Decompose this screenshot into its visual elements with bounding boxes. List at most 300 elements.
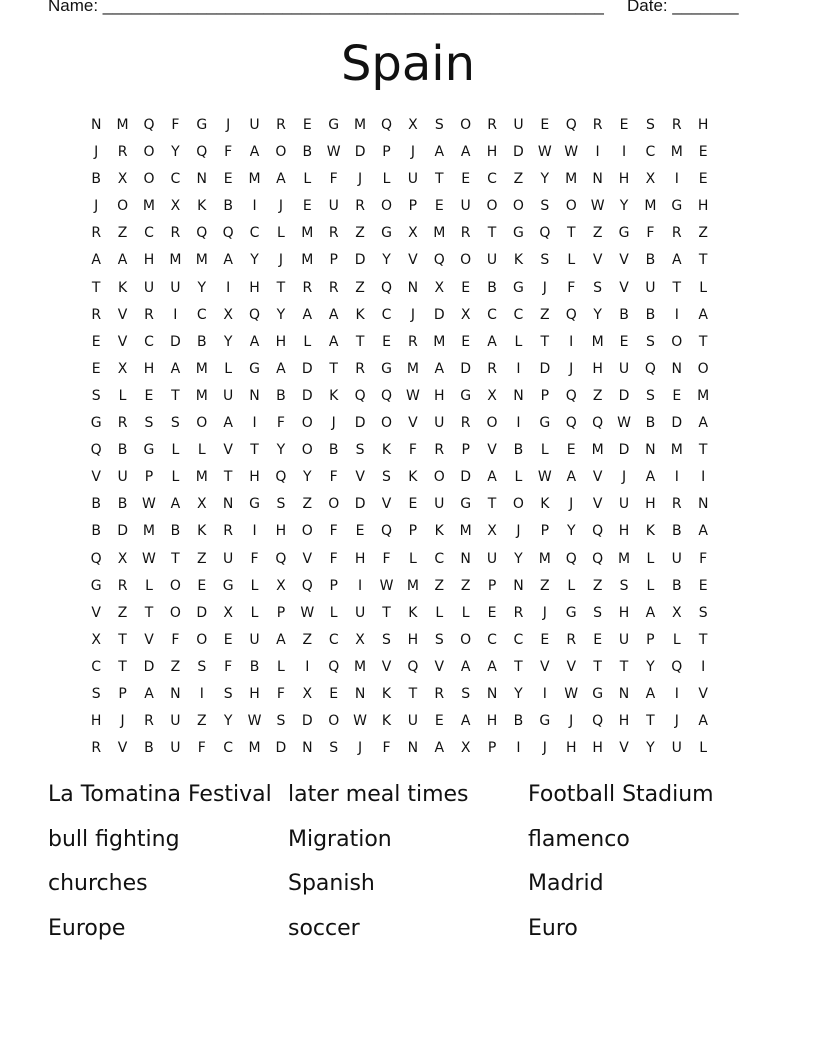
- grid-letter: U: [486, 550, 498, 567]
- grid-letter: V: [619, 740, 629, 757]
- grid-letter: T: [566, 225, 576, 242]
- grid-letter: Z: [592, 387, 603, 404]
- grid-letter: V: [355, 469, 365, 486]
- grid-letter: E: [566, 442, 576, 459]
- grid-letter: S: [461, 685, 471, 702]
- grid-letter: S: [619, 577, 629, 594]
- grid-letter: L: [567, 252, 576, 269]
- grid-letter: Q: [143, 117, 155, 133]
- grid-letter: J: [621, 469, 627, 486]
- grid-letter: F: [276, 685, 285, 702]
- grid-row: [83, 304, 743, 331]
- grid-letter: C: [434, 550, 445, 567]
- grid-letter: V: [592, 252, 603, 269]
- grid-letter: W: [142, 496, 156, 513]
- grid-letter: A: [460, 144, 471, 161]
- grid-letter: Z: [117, 604, 128, 621]
- word-bank-item: flamenco: [528, 826, 630, 852]
- grid-letter: U: [460, 198, 471, 215]
- grid-row: [83, 710, 743, 737]
- grid-letter: D: [301, 713, 313, 730]
- grid-letter: K: [355, 306, 365, 323]
- word-bank-item: Spanish: [288, 871, 375, 897]
- grid-letter: M: [617, 550, 631, 567]
- grid-letter: P: [408, 198, 418, 215]
- grid-letter: O: [301, 442, 313, 459]
- grid-letter: P: [540, 387, 550, 404]
- grid-letter: T: [698, 252, 708, 269]
- grid-letter: T: [434, 171, 444, 188]
- grid-letter: Y: [619, 198, 629, 215]
- grid-letter: Y: [223, 333, 233, 350]
- grid-letter: Z: [540, 577, 550, 594]
- grid-letter: T: [487, 225, 497, 242]
- grid-letter: F: [329, 469, 338, 486]
- grid-letter: S: [355, 442, 365, 459]
- grid-letter: E: [619, 333, 629, 350]
- grid-letter: A: [645, 604, 656, 621]
- grid-letter: K: [408, 469, 418, 486]
- grid-letter: Y: [303, 469, 312, 486]
- grid-letter: X: [645, 171, 656, 188]
- grid-letter: X: [117, 550, 128, 567]
- grid-letter: B: [328, 442, 339, 459]
- grid-letter: F: [699, 550, 708, 567]
- grid-letter: L: [250, 577, 259, 594]
- grid-letter: H: [645, 496, 656, 513]
- grid-letter: O: [328, 496, 340, 513]
- grid-letter: G: [618, 225, 630, 242]
- grid-letter: A: [223, 415, 233, 432]
- header: [48, 0, 748, 20]
- grid-letter: M: [354, 658, 367, 675]
- grid-letter: D: [354, 144, 366, 161]
- grid-letter: Q: [380, 523, 392, 540]
- grid-letter: Q: [354, 387, 366, 404]
- grid-letter: Y: [276, 442, 286, 459]
- grid-letter: R: [671, 117, 682, 133]
- grid-letter: U: [407, 171, 418, 188]
- grid-letter: G: [328, 117, 340, 133]
- grid-letter: T: [276, 279, 286, 296]
- grid-letter: U: [671, 740, 682, 757]
- grid-letter: F: [382, 550, 391, 567]
- grid-letter: P: [382, 144, 391, 161]
- grid-letter: D: [460, 469, 472, 486]
- grid-letter: A: [144, 685, 154, 702]
- grid-letter: C: [487, 306, 497, 323]
- grid-letter: H: [697, 198, 709, 215]
- grid-letter: T: [619, 658, 629, 675]
- grid-letter: G: [460, 387, 472, 404]
- grid-letter: H: [143, 252, 155, 269]
- grid-letter: Q: [196, 144, 208, 161]
- grid-letter: R: [434, 442, 445, 459]
- grid-letter: U: [618, 496, 630, 513]
- grid-letter: R: [671, 225, 682, 242]
- grid-letter: H: [249, 685, 260, 702]
- grid-letter: R: [276, 117, 286, 133]
- grid-letter: Z: [196, 550, 207, 567]
- grid-letter: Z: [170, 658, 181, 675]
- grid-letter: O: [565, 198, 577, 215]
- word-bank: [48, 778, 788, 957]
- grid-row: [83, 222, 743, 249]
- grid-letter: E: [461, 333, 471, 350]
- grid-letter: E: [461, 279, 471, 296]
- grid-letter: L: [646, 550, 655, 567]
- grid-letter: Q: [592, 523, 604, 540]
- grid-letter: X: [276, 577, 286, 594]
- grid-letter: K: [645, 523, 655, 540]
- grid-letter: Q: [380, 279, 392, 296]
- grid-letter: H: [592, 360, 603, 377]
- grid-letter: F: [382, 740, 391, 757]
- grid-letter: U: [249, 631, 260, 648]
- grid-letter: G: [90, 415, 102, 432]
- grid-letter: B: [645, 252, 656, 269]
- grid-letter: D: [301, 387, 313, 404]
- word-bank-row: [48, 778, 788, 823]
- grid-letter: L: [303, 171, 312, 188]
- grid-letter: R: [144, 713, 154, 730]
- grid-letter: A: [698, 713, 708, 730]
- grid-letter: V: [223, 442, 233, 459]
- grid-letter: R: [170, 225, 181, 242]
- grid-letter: A: [170, 496, 181, 513]
- grid-letter: V: [592, 496, 603, 513]
- grid-letter: Z: [302, 496, 313, 513]
- grid-letter: E: [91, 333, 101, 350]
- grid-letter: B: [91, 523, 101, 540]
- grid-letter: T: [646, 713, 655, 730]
- name-field-label: Name: _____________________________________________________: [48, 0, 604, 15]
- grid-letter: H: [407, 631, 419, 648]
- grid-letter: D: [513, 144, 524, 161]
- grid-letter: N: [671, 360, 683, 377]
- grid-letter: J: [410, 144, 415, 161]
- grid-letter: A: [487, 333, 497, 350]
- grid-letter: C: [487, 631, 497, 648]
- grid-letter: E: [461, 171, 471, 188]
- grid-letter: F: [567, 279, 576, 296]
- grid-letter: M: [670, 144, 683, 161]
- grid-letter: M: [248, 171, 261, 188]
- grid-letter: Q: [671, 658, 683, 675]
- grid-letter: W: [564, 685, 579, 702]
- grid-letter: I: [674, 685, 679, 702]
- grid-letter: N: [196, 171, 207, 188]
- grid-letter: B: [117, 442, 128, 459]
- grid-letter: H: [618, 523, 630, 540]
- grid-letter: V: [540, 658, 550, 675]
- grid-letter: V: [566, 658, 577, 675]
- grid-letter: T: [91, 279, 101, 296]
- word-bank-item: Football Stadium: [528, 782, 714, 807]
- grid-letter: A: [249, 144, 260, 161]
- grid-letter: O: [460, 631, 472, 648]
- grid-letter: U: [354, 604, 366, 621]
- grid-letter: S: [276, 713, 286, 730]
- grid-letter: N: [407, 279, 419, 296]
- grid-letter: H: [486, 144, 498, 161]
- grid-letter: N: [697, 496, 709, 513]
- grid-letter: L: [435, 604, 444, 621]
- grid-letter: C: [91, 658, 102, 675]
- grid-letter: A: [566, 469, 577, 486]
- grid-letter: W: [537, 469, 552, 486]
- word-bank-item: churches: [48, 871, 148, 897]
- grid-letter: Y: [223, 713, 233, 730]
- grid-letter: E: [698, 577, 708, 594]
- grid-letter: O: [117, 198, 129, 215]
- grid-letter: C: [513, 306, 524, 323]
- word-bank-item: Europe: [48, 916, 126, 942]
- grid-letter: L: [461, 604, 470, 621]
- grid-letter: N: [513, 387, 524, 404]
- grid-letter: F: [171, 631, 180, 648]
- grid-letter: U: [618, 631, 630, 648]
- grid-letter: I: [199, 685, 204, 702]
- grid-letter: U: [223, 387, 234, 404]
- grid-letter: A: [487, 658, 497, 675]
- grid-letter: P: [487, 740, 497, 757]
- grid-letter: R: [566, 631, 577, 648]
- grid-letter: E: [540, 117, 550, 133]
- grid-letter: I: [516, 740, 521, 757]
- grid-letter: A: [434, 740, 445, 757]
- grid-letter: K: [197, 523, 207, 540]
- grid-letter: B: [619, 306, 629, 323]
- grid-letter: E: [619, 117, 629, 133]
- grid-letter: Q: [592, 550, 604, 567]
- grid-letter: D: [354, 496, 366, 513]
- grid-letter: L: [303, 333, 312, 350]
- grid-letter: R: [91, 225, 102, 242]
- grid-letter: M: [591, 442, 604, 459]
- grid-letter: A: [328, 306, 339, 323]
- grid-letter: V: [381, 658, 392, 675]
- grid-letter: U: [249, 117, 260, 133]
- grid-letter: D: [618, 387, 630, 404]
- grid-letter: O: [512, 496, 524, 513]
- grid-letter: V: [91, 469, 101, 486]
- grid-letter: A: [91, 252, 101, 269]
- grid-letter: U: [117, 469, 128, 486]
- word-bank-item: later meal times: [288, 782, 469, 807]
- grid-letter: M: [301, 225, 314, 242]
- grid-letter: Y: [382, 252, 391, 269]
- grid-row: [83, 358, 743, 385]
- grid-letter: A: [487, 469, 497, 486]
- grid-letter: H: [565, 740, 577, 757]
- grid-letter: G: [222, 577, 234, 594]
- grid-row: [83, 439, 743, 466]
- grid-letter: G: [249, 496, 260, 513]
- grid-letter: U: [645, 279, 656, 296]
- grid-letter: J: [331, 415, 336, 432]
- grid-letter: V: [117, 740, 128, 757]
- grid-letter: G: [196, 117, 208, 133]
- grid-letter: N: [170, 685, 181, 702]
- grid-letter: H: [249, 469, 260, 486]
- grid-letter: Y: [540, 171, 550, 188]
- grid-letter: Q: [565, 415, 577, 432]
- grid-letter: J: [358, 171, 363, 188]
- grid-letter: S: [91, 685, 101, 702]
- grid-letter: V: [381, 496, 392, 513]
- grid-letter: G: [671, 198, 683, 215]
- grid-letter: R: [117, 144, 128, 161]
- grid-letter: C: [170, 171, 181, 188]
- grid-letter: Q: [565, 117, 577, 133]
- grid-letter: E: [698, 171, 708, 188]
- grid-letter: A: [460, 713, 471, 730]
- word-bank-item: La Tomatina Festival: [48, 782, 272, 807]
- grid-letter: A: [434, 360, 445, 377]
- grid-letter: H: [618, 713, 630, 730]
- grid-letter: T: [382, 604, 391, 621]
- grid-letter: A: [434, 144, 445, 161]
- grid-letter: Q: [275, 469, 287, 486]
- grid-letter: I: [252, 415, 257, 432]
- grid-letter: S: [434, 117, 444, 133]
- grid-letter: F: [197, 740, 206, 757]
- grid-letter: C: [513, 631, 524, 648]
- grid-letter: J: [94, 198, 99, 215]
- grid-letter: Q: [90, 442, 102, 459]
- grid-letter: E: [223, 171, 233, 188]
- grid-row: [83, 466, 743, 493]
- grid-letter: U: [671, 550, 682, 567]
- grid-letter: X: [117, 171, 128, 188]
- grid-letter: P: [408, 523, 418, 540]
- grid-letter: X: [487, 387, 497, 404]
- grid-letter: D: [539, 360, 551, 377]
- grid-letter: L: [224, 360, 233, 377]
- grid-letter: Q: [380, 117, 392, 133]
- grid-letter: T: [118, 658, 127, 675]
- grid-letter: O: [143, 144, 155, 161]
- grid-letter: I: [173, 306, 178, 323]
- grid-letter: I: [516, 360, 521, 377]
- grid-letter: V: [144, 631, 154, 648]
- grid-letter: D: [275, 740, 287, 757]
- grid-letter: A: [117, 252, 128, 269]
- grid-letter: S: [540, 198, 550, 215]
- word-bank-row: [48, 912, 788, 957]
- grid-letter: I: [252, 198, 257, 215]
- grid-letter: Q: [249, 306, 261, 323]
- grid-letter: L: [646, 577, 655, 594]
- grid-letter: O: [380, 198, 392, 215]
- grid-letter: X: [223, 306, 233, 323]
- grid-letter: U: [486, 252, 498, 269]
- grid-letter: I: [674, 469, 679, 486]
- grid-letter: V: [698, 685, 708, 702]
- grid-letter: L: [699, 740, 708, 757]
- grid-letter: K: [329, 387, 339, 404]
- grid-letter: R: [91, 306, 102, 323]
- grid-letter: Z: [355, 225, 365, 242]
- grid-letter: F: [329, 171, 338, 188]
- grid-letter: O: [275, 144, 287, 161]
- grid-letter: K: [540, 496, 550, 513]
- grid-letter: W: [300, 604, 315, 621]
- grid-letter: X: [408, 117, 418, 133]
- word-bank-item: Migration: [288, 826, 392, 852]
- grid-letter: Q: [328, 658, 340, 675]
- grid-letter: C: [328, 631, 339, 648]
- grid-letter: H: [249, 279, 260, 296]
- grid-letter: R: [355, 360, 365, 377]
- grid-letter: S: [698, 604, 708, 621]
- grid-letter: T: [250, 442, 259, 459]
- grid-letter: F: [329, 550, 338, 567]
- word-bank-row: [48, 867, 788, 912]
- grid-letter: D: [671, 415, 683, 432]
- grid-letter: D: [618, 442, 630, 459]
- grid-letter: O: [433, 469, 445, 486]
- grid-letter: U: [434, 496, 445, 513]
- grid-letter: S: [382, 631, 391, 648]
- grid-letter: N: [302, 740, 313, 757]
- grid-letter: U: [170, 740, 181, 757]
- grid-letter: T: [171, 387, 180, 404]
- grid-letter: R: [487, 117, 497, 133]
- grid-row: [83, 493, 743, 520]
- grid-letter: Z: [592, 225, 603, 242]
- grid-letter: U: [513, 117, 524, 133]
- grid-letter: R: [592, 117, 603, 133]
- grid-letter: A: [302, 306, 313, 323]
- grid-letter: A: [170, 360, 181, 377]
- word-bank-item: bull fighting: [48, 826, 180, 852]
- grid-letter: T: [514, 658, 523, 675]
- grid-letter: N: [486, 685, 498, 702]
- grid-letter: B: [91, 171, 101, 188]
- grid-letter: E: [302, 198, 312, 215]
- grid-letter: J: [358, 740, 363, 757]
- grid-letter: E: [329, 685, 339, 702]
- grid-letter: S: [593, 279, 603, 296]
- grid-letter: T: [144, 604, 154, 621]
- grid-letter: R: [223, 523, 234, 540]
- grid-letter: S: [144, 415, 154, 432]
- grid-letter: H: [90, 713, 102, 730]
- grid-letter: K: [434, 523, 444, 540]
- grid-letter: K: [408, 604, 418, 621]
- grid-letter: R: [91, 740, 102, 757]
- grid-letter: W: [405, 387, 420, 404]
- grid-letter: P: [646, 631, 655, 648]
- grid-letter: M: [697, 387, 710, 404]
- grid-letter: S: [170, 415, 180, 432]
- grid-letter: N: [618, 685, 630, 702]
- grid-letter: R: [328, 225, 339, 242]
- grid-letter: V: [91, 604, 101, 621]
- grid-letter: L: [329, 604, 338, 621]
- grid-letter: U: [170, 713, 181, 730]
- grid-letter: K: [381, 713, 392, 730]
- grid-letter: Q: [407, 658, 419, 675]
- grid-letter: C: [223, 740, 234, 757]
- grid-letter: S: [329, 740, 339, 757]
- grid-letter: W: [564, 144, 579, 161]
- grid-letter: K: [197, 198, 207, 215]
- grid-letter: A: [223, 252, 233, 269]
- grid-letter: N: [354, 685, 366, 702]
